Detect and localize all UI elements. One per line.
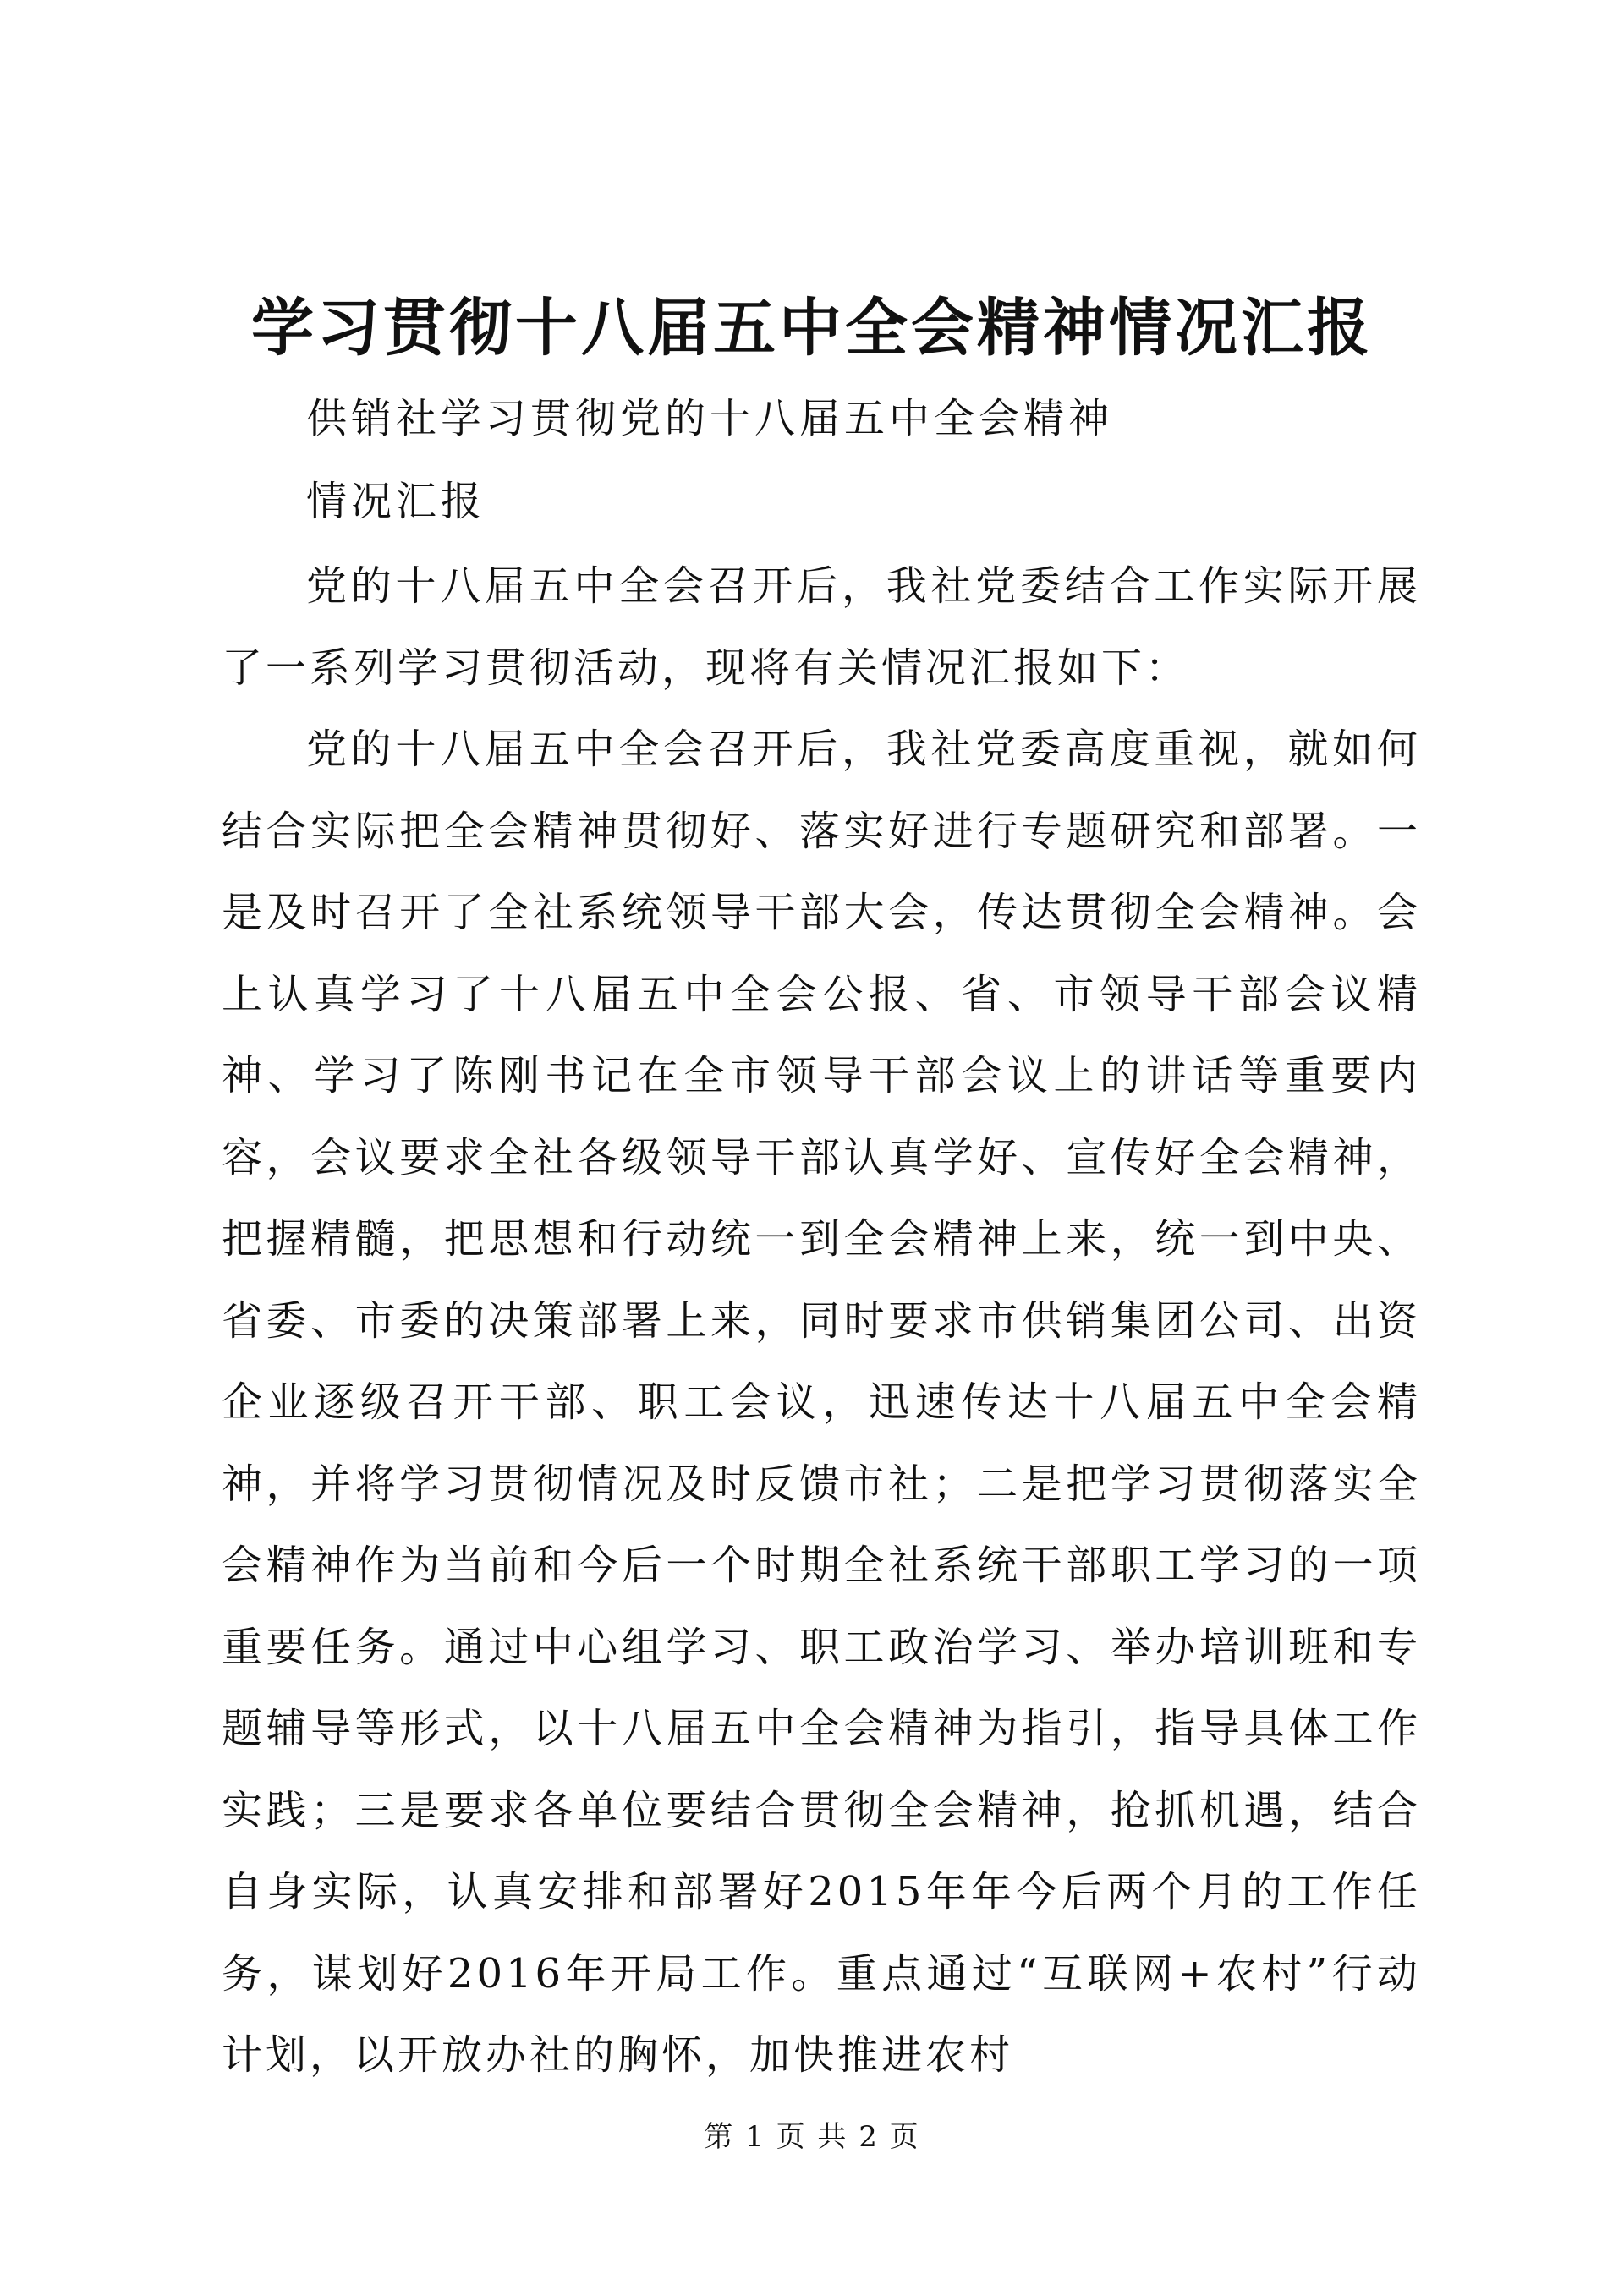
subtitle-line-1: 供销社学习贯彻党的十八届五中全会精神 — [306, 395, 1114, 442]
subtitle-line-2: 情况汇报 — [306, 478, 486, 525]
page-number-footer: 第 1 页 共 2 页 — [704, 2120, 920, 2154]
document-title: 学习贯彻十八届五中全会精神情况汇报 — [251, 292, 1373, 364]
body-paragraph-1-container — [222, 545, 1421, 709]
body-paragraph-2-container — [222, 709, 1421, 2096]
body-paragraph-1: 党的十八届五中全会召开后，我社党委结合工作实际开展了一系列学习贯彻活动，现将有关情况汇报如下： — [222, 562, 1421, 692]
body-paragraph-2: 党的十八届五中全会召开后，我社党委高度重视，就如何结合实际把全会精神贯彻好、落实好进行专题研究和部署。一是及时召开了全社系统领导干部大会，传达贯彻全会精神。会上认真学习了十八届五中全会公报、省、市领导干部会议精神、学习了陈刚书记在全市领导干部会议上的讲话等重要内容，会议要求全社各级领导干部认真学好、宣传好全会精神，把握精髓，把思想和行动统一到全会精神上来，统一到中央、省委、市委的决策部署上来，同时要求市供销集团公司、出资企业逐级召开干部、职工会议，迅速传达十八届五中全会精神，并将学习贯彻情况及时反馈市社；二是把学习贯彻落实全会精神作为当前和今后一个时期全社系统干部职工学习的一项重要任务。通过中心组学习、职工政治学习、举办培训班和专题辅导等形式，以十八届五中全会精神为指引，指导具体工作实践；三是要求各单位要结合贯彻全会精神，抢抓机遇，结合自身实际，认真安排和部署好2015年年今后两个月的工作任务，谋划好2016年开局工作。重点通过“互联网+农村”行动计划，以开放办社的胸怀，加快推进农村 — [222, 726, 1421, 2079]
